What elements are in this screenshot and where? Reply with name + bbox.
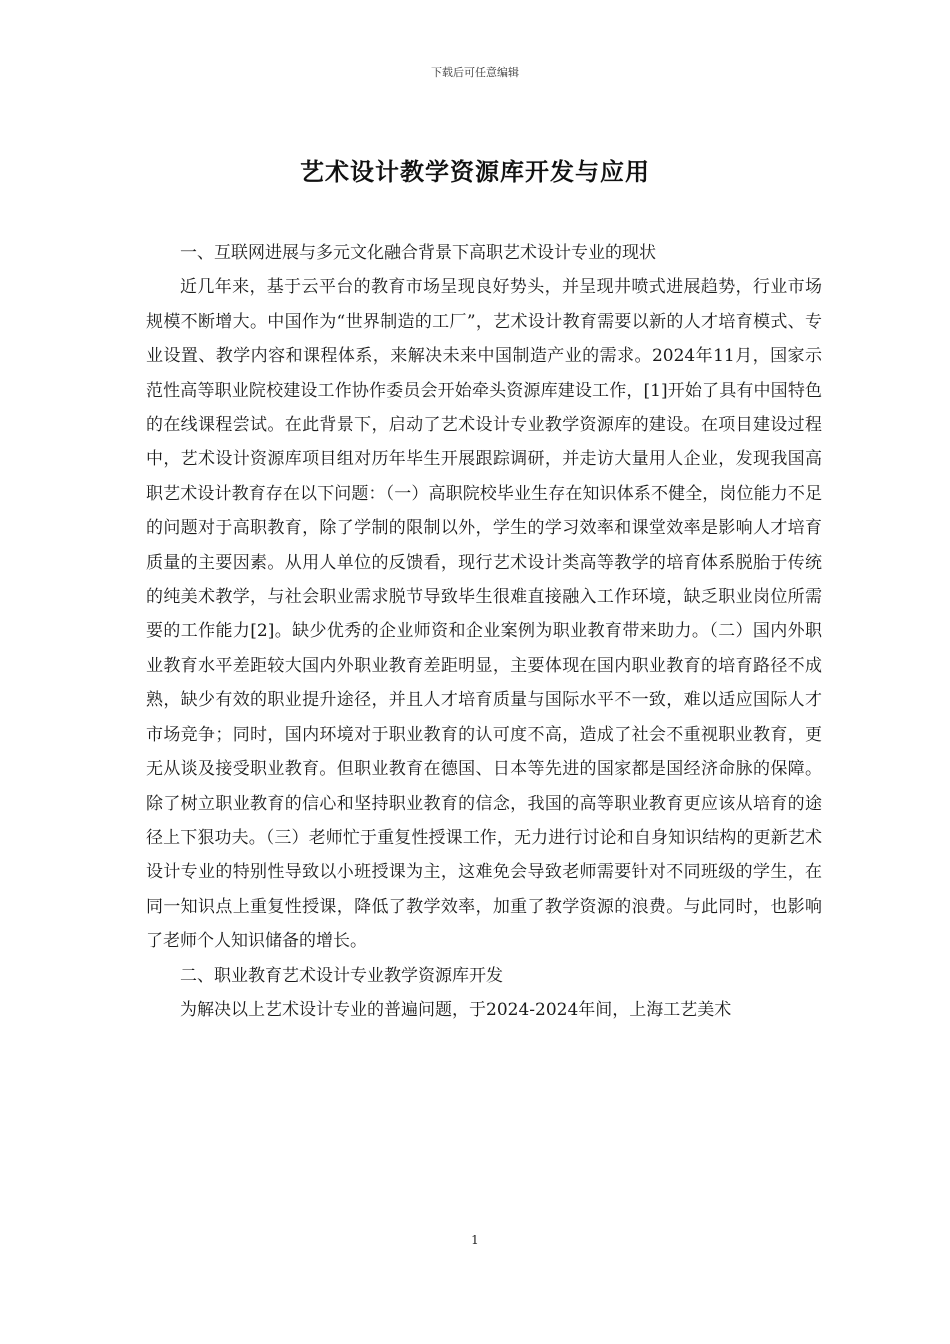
body-paragraph-1: 近几年来，基于云平台的教育市场呈现良好势头，并呈现井喷式进展趋势，行业市场规模不断增大。中国作为“世界制造的工厂”，艺术设计教育需要以新的人才培育模式、专业设置、教学内容和课程体系，来解决未来中国制造产业的需求。2024年11月，国家示范性高等职业院校建设工作协作委员会开始牵头资源库建设工作，[1]开始了具有中国特色的在线课程尝试。在此背景下，启动了艺术设计专业教学资源库的建设。在项目建设过程中，艺术设计资源库项目组对历年毕生开展跟踪调研，并走访大量用人企业，发现我国高职艺术设计教育存在以下问题：（一）高职院校毕业生存在知识体系不健全，岗位能力不足的问题对于高职教育，除了学制的限制以外，学生的学习效率和课堂效率是影响人才培育质量的主要因素。从用人单位的反馈看，现行艺术设计类高等教学的培育体系脱胎于传统的纯美术教学，与社会职业需求脱节导致毕生很难直接融入工作环境，缺乏职业岗位所需要的工作能力[2]。缺少优秀的企业师资和企业案例为职业教育带来助力。（二）国内外职业教育水平差距较大国内外职业教育差距明显，主要体现在国内职业教育的培育路径不成熟，缺少有效的职业提升途径，并且人才培育质量与国际水平不一致，难以适应国际人才市场竞争；同时，国内环境对于职业教育的认可度不高，造成了社会不重视职业教育，更无从谈及接受职业教育。但职业教育在德国、日本等先进的国家都是国经济命脉的保障。除了树立职业教育的信心和坚持职业教育的信念，我国的高等职业教育更应该从培育的途径上下狠功夫。（三）老师忙于重复性授课工作，无力进行讨论和自身知识结构的更新艺术设计专业的特别性导致以小班授课为主，这难免会导致老师需要针对不同班级的学生，在同一知识点上重复性授课，降低了教学效率，加重了教学资源的浪费。与此同时，也影响了老师个人知识储备的增长。 bbox=[146, 277, 822, 952]
header-note: 下载后可任意编辑 bbox=[431, 66, 519, 79]
document-title: 艺术设计教学资源库开发与应用 bbox=[300, 157, 650, 186]
section-heading-2: 二、职业教育艺术设计专业教学资源库开发 bbox=[180, 965, 503, 986]
body-paragraph-2: 为解决以上艺术设计专业的普遍问题，于2024-2024年间，上海工艺美术 bbox=[180, 999, 732, 1020]
page-number: 1 bbox=[471, 1233, 479, 1247]
document-body bbox=[146, 236, 822, 1027]
section-heading-1: 一、互联网进展与多元文化融合背景下高职艺术设计专业的现状 bbox=[180, 243, 656, 263]
